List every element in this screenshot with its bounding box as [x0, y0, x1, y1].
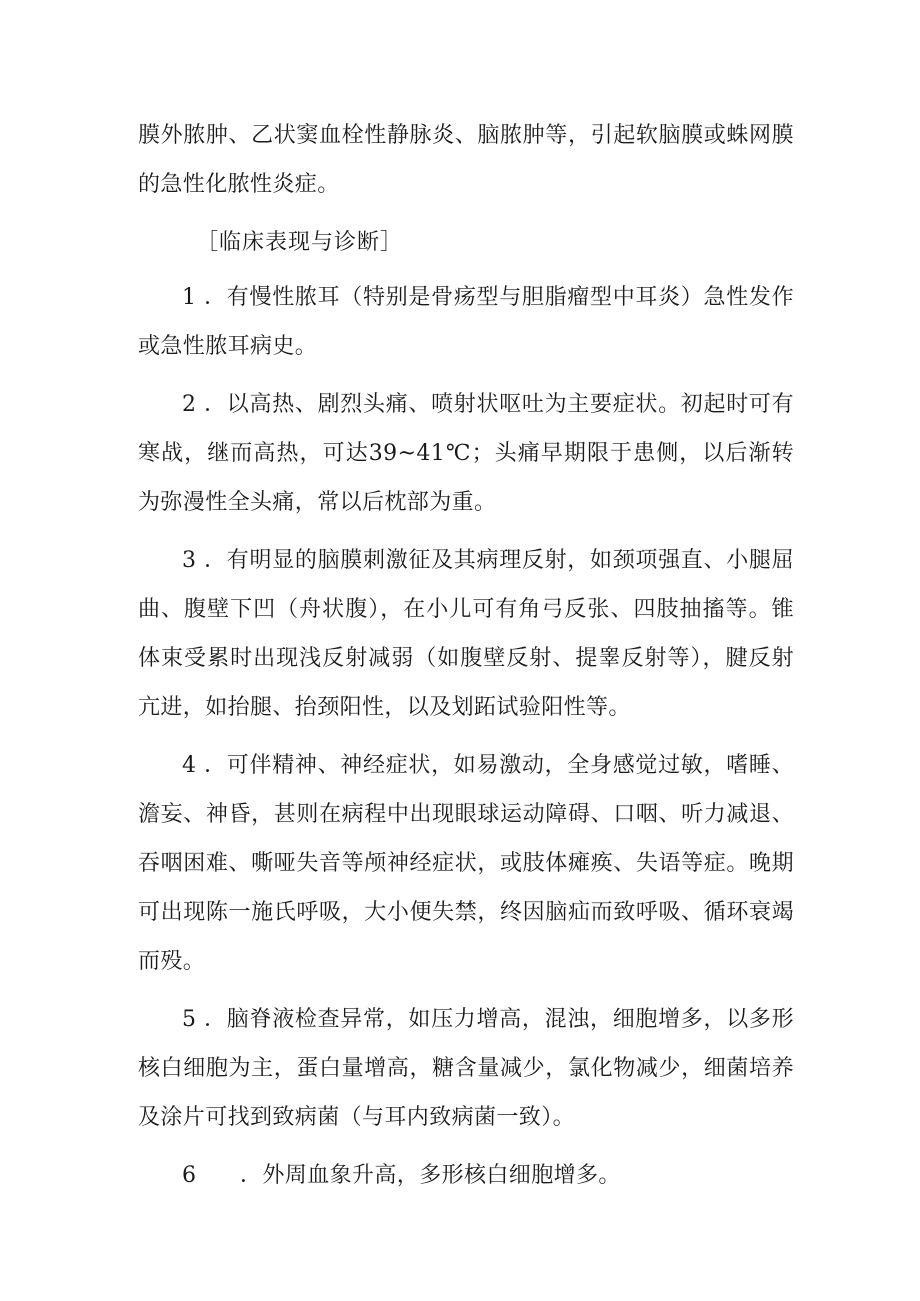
item-text: ．可伴精神、神经症状，如易激动，全身感觉过敏，嗜睡、澹妄、神昏，甚则在病程中出现眼球运动障碍、口咽、听力减退、吞咽困难、嘶哑失音等颅神经症状，或肢体瘫痪、失语等症。晚期可出现陈一施氏呼吸，大小便失禁，终因脑疝而致呼吸、循环衰竭而殁。 [138, 753, 794, 974]
item-number: 1 [182, 285, 197, 310]
item-number: 4 [182, 753, 197, 778]
item-text: ．以高热、剧烈头痛、喷射状呕吐为主要症状。初起时可有寒战，继而高热，可达39~41℃；头痛早期限于患侧，以后渐转为弥漫性全头痛，常以后枕部为重。 [138, 392, 794, 515]
item-number: 3 [182, 548, 197, 573]
list-item [138, 380, 794, 527]
item-number: 2 [182, 392, 197, 417]
item-number: 5 [182, 1007, 197, 1032]
intro-paragraph: 膜外脓肿、乙状窦血栓性静脉炎、脑脓肿等，引起软脑膜或蛛网膜的急性化脓性炎症。 [138, 123, 794, 197]
item-text: ．有明显的脑膜刺激征及其病理反射，如颈项强直、小腿屈曲、腹壁下凹（舟状腹），在小儿可有角弓反张、四肢抽搐等。锥体束受累时出现浅反射减弱（如腹壁反射、提睾反射等），腱反射亢进，如抬腿、抬颈阳性，以及划跖试验阳性等。 [138, 548, 794, 720]
list-item [138, 995, 794, 1142]
item-text: ．外周血象升高，多形核白细胞增多。 [240, 1163, 621, 1188]
section-heading: ［临床表现与诊断］ [196, 230, 404, 255]
list-item [138, 536, 794, 732]
item-number: 6 [182, 1163, 197, 1188]
item-text: ．有慢性脓耳（特别是骨疡型与胆脂瘤型中耳炎）急性发作或急性脓耳病史。 [138, 285, 794, 359]
item-text: ．脑脊液检查异常，如压力增高，混浊，细胞增多，以多形核白细胞为主，蛋白量增高，糖含量减少，氯化物减少，细菌培养及涂片可找到致病菌（与耳内致病菌一致）。 [138, 1007, 794, 1130]
list-item [138, 273, 794, 371]
list-item [138, 1151, 794, 1200]
list-item [138, 741, 794, 986]
